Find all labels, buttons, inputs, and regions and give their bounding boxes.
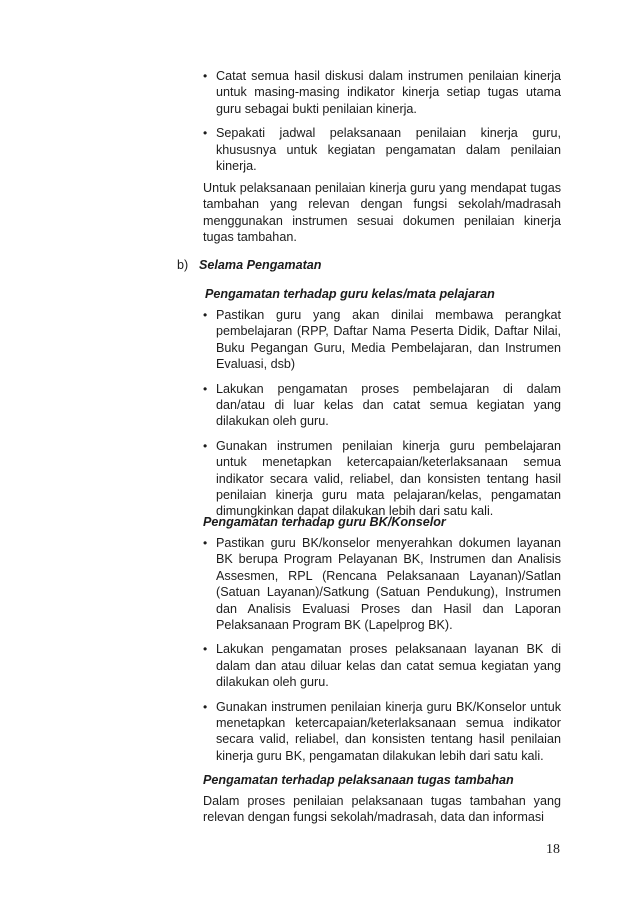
list-item: • Pastikan guru yang akan dinilai membawa perangkat pembelajaran (RPP, Daftar Nama Peserta Didik, Daftar Nilai, Buku Pegangan Guru, Media Pembelajaran, dan Instrumen Evaluasi, dsb) bbox=[203, 307, 561, 373]
page-number: 18 bbox=[546, 842, 560, 857]
list-item: • Sepakati jadwal pelaksanaan penilaian kinerja guru, khususnya untuk kegiatan pengamatan dalam penilaian kinerja. bbox=[203, 125, 561, 174]
tugas-tambahan-intro: Dalam proses penilaian pelaksanaan tugas tambahan yang relevan dengan fungsi sekolah/madrasah, data dan informasi bbox=[203, 794, 561, 825]
list-item: • Lakukan pengamatan proses pelaksanaan layanan BK di dalam dan atau diluar kelas dan catat semua kegiatan yang dilakukan oleh guru. bbox=[203, 641, 561, 690]
section-marker: b) bbox=[177, 258, 189, 272]
subheading-guru-bk: Pengamatan terhadap guru BK/Konselor bbox=[203, 515, 446, 529]
list-item: • Pastikan guru BK/konselor menyerahkan dokumen layanan BK berupa Program Pelayanan BK, Instrumen dan Analisis Assesmen, RPL (Rencana Pelaksanaan Layanan)/Satlan (Satuan Layanan)/Satkung (Satuan Pendukung), Instrumen dan Analisis Evaluasi Proses dan Hasil dan Laporan Pelaksanaan Program BK (Lapelprog BK). bbox=[203, 535, 561, 633]
guru-kelas-bullet-list bbox=[203, 307, 561, 528]
guru-bk-bullet-list bbox=[203, 535, 561, 772]
list-item: • Gunakan instrumen penilaian kinerja guru pembelajaran untuk menetapkan ketercapaian/keterlaksanaan semua indikator secara valid, reliabel, dan konsisten tentang hasil penilaian kinerja guru mata pelajaran/kelas, pengamatan dimungkinkan dapat dilakukan lebih dari satu kali. bbox=[203, 438, 561, 520]
list-item: • Gunakan instrumen penilaian kinerja guru BK/Konselor untuk menetapkan ketercapaian/keterlaksanaan semua indikator secara valid, reliabel, dan konsisten tentang hasil penilaian kinerja guru BK, pengamatan dilakukan lebih dari satu kali. bbox=[203, 699, 561, 765]
top-bullet-list bbox=[203, 68, 561, 182]
section-b-heading bbox=[177, 257, 322, 273]
tugas-tambahan-paragraph: Untuk pelaksanaan penilaian kinerja guru yang mendapat tugas tambahan yang relevan dengan fungsi sekolah/madrasah menggunakan instrumen sesuai dokumen penilaian kinerja tugas tambahan. bbox=[203, 181, 561, 245]
subheading-tugas-tambahan: Pengamatan terhadap pelaksanaan tugas tambahan bbox=[203, 773, 514, 787]
list-item: • Catat semua hasil diskusi dalam instrumen penilaian kinerja untuk masing-masing indikator kinerja setiap tugas utama guru sebagai bukti penilaian kinerja. bbox=[203, 68, 561, 117]
subheading-guru-kelas: Pengamatan terhadap guru kelas/mata pelajaran bbox=[205, 287, 495, 301]
section-title: Selama Pengamatan bbox=[199, 258, 322, 272]
list-item: • Lakukan pengamatan proses pembelajaran di dalam dan/atau di luar kelas dan catat semua kegiatan yang dilakukan oleh guru. bbox=[203, 381, 561, 430]
